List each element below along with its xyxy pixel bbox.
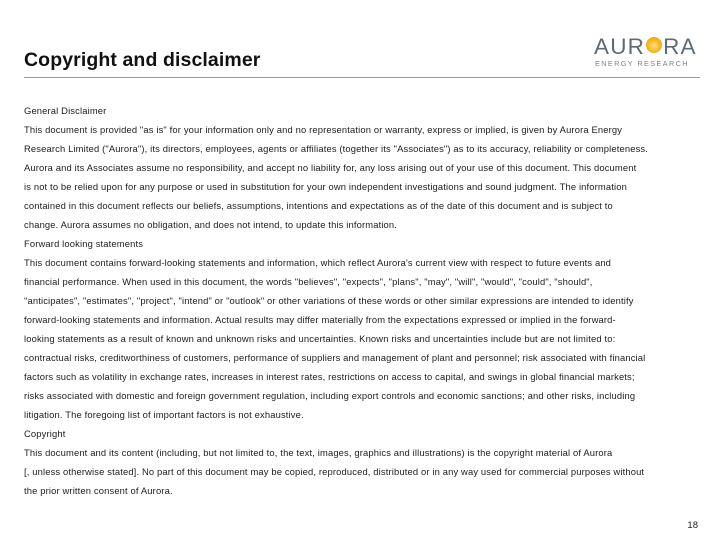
page-number: 18 [687, 520, 698, 531]
copyright-line: the prior written consent of Aurora. [24, 485, 173, 496]
copyright-line: [, unless otherwise stated]. No part of this document may be copied, reproduced, distributed or in any way used for commercial purposes without [24, 466, 645, 477]
forward-line: forward-looking statements and information. Actual results may differ materially from the expectations expressed or implied in the forward- [24, 314, 616, 325]
logo-subtitle: ENERGY RESEARCH [595, 59, 689, 68]
sun-icon [646, 37, 662, 53]
slide-title: Copyright and disclaimer [24, 49, 261, 71]
general-line: Research Limited ("Aurora"), its directors, employees, agents or affiliates (together its "Associates") as to its accuracy, reliability or completeness. [24, 143, 649, 154]
forward-line: financial performance. When used in this document, the words "believes", "expects", "plans", "may", "will", "would", "could", "should", [24, 276, 593, 287]
title-divider [24, 77, 700, 78]
forward-line: looking statements as a result of known and unknown risks and uncertainties. Known risks and uncertainties include but are not limited to: [24, 333, 616, 344]
logo-word-left: AUR [594, 34, 646, 59]
copyright-heading: Copyright [24, 428, 66, 439]
general-line: is not to be relied upon for any purpose or used in substitution for your own independent investigations and sound judgment. The information [24, 181, 627, 192]
forward-line: risks associated with domestic and foreign government regulation, including export controls and economic sanctions; and other risks, including [24, 390, 636, 401]
general-line: This document is provided "as is" for your information only and no representation or warranty, express or implied, is given by Aurora Energy [24, 124, 623, 135]
forward-line: factors such as volatility in exchange rates, increases in interest rates, restrictions on access to capital, and swings in global financial markets; [24, 371, 635, 382]
forward-line: contractual risks, creditworthiness of customers, performance of suppliers and management of plant and personnel; risk associated with financial [24, 352, 646, 363]
forward-line: This document contains forward-looking statements and information, which reflect Aurora's current view with respect to future events and [24, 257, 612, 268]
aurora-logo [594, 36, 702, 70]
general-line: change. Aurora assumes no obligation, and does not intend, to update this information. [24, 219, 398, 230]
general-disclaimer-heading: General Disclaimer [24, 105, 107, 116]
logo-word-right: RA [663, 34, 697, 59]
copyright-line: This document and its content (including, but not limited to, the text, images, graphics and illustrations) is the copyright material of Aurora [24, 447, 613, 458]
forward-line: "anticipates", "estimates", "project", "intend" or "outlook" or other variations of these words or other similar expressions are intended to identify [24, 295, 634, 306]
general-line: Aurora and its Associates assume no responsibility, and accept no liability for, any loss arising out of your use of this document. This document [24, 162, 637, 173]
general-line: contained in this document reflects our beliefs, assumptions, intentions and expectations as of the date of this document and is subject to [24, 200, 613, 211]
disclaimer-content [24, 101, 704, 500]
forward-line: litigation. The foregoing list of important factors is not exhaustive. [24, 409, 304, 420]
forward-looking-heading: Forward looking statements [24, 238, 144, 249]
